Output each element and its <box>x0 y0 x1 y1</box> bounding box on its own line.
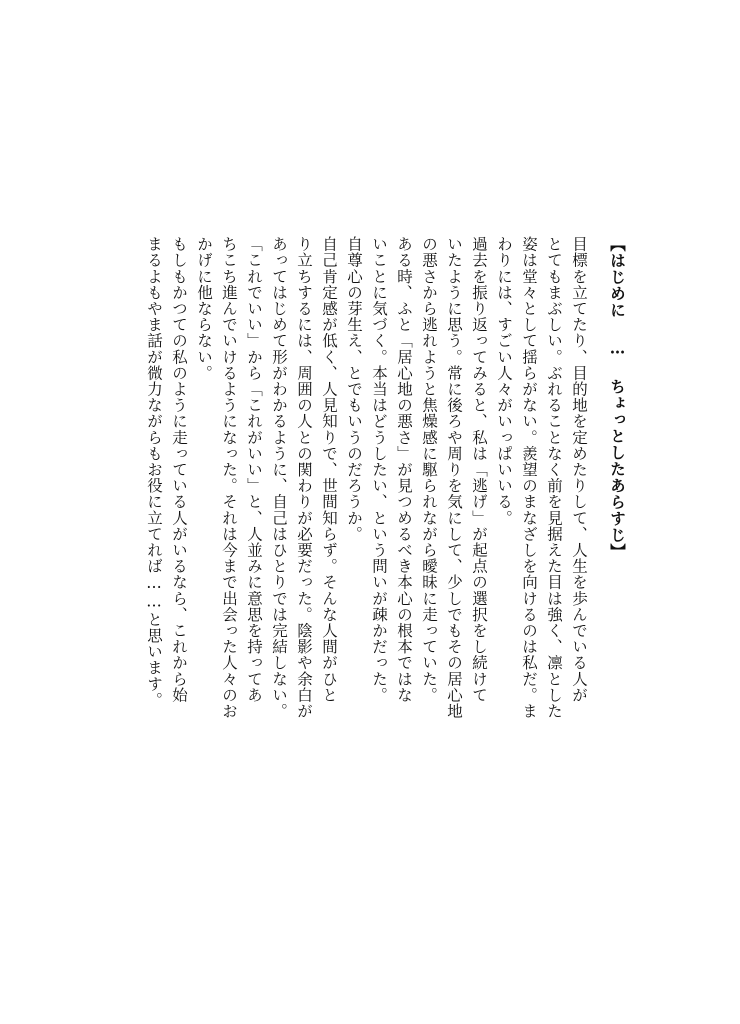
paragraph-line: 過去を振り返ってみると、私は「逃げ」が起点の選択をし続けて <box>470 236 488 703</box>
paragraph-line: の悪さから逃れようと焦燥感に駆られながら曖昧に走っていた。 <box>420 236 438 703</box>
paragraph-line: あってはじめて形がわかるように、自己はひとりでは完結しない。 <box>270 236 288 719</box>
vertical-text-block <box>141 236 630 719</box>
paragraph-line: ちこち進んでいけるようになった。それは今まで出会った人々のお <box>220 236 238 719</box>
paragraph-line: まるよもやま話が微力ながらもお役に立てれば……と思います。 <box>145 236 163 708</box>
paragraph-line: わりには、すごい人々がいっぱいいる。 <box>495 236 513 526</box>
paragraph-line: ある時、ふと「居心地の悪さ」が見つめるべき本心の根本ではな <box>395 236 413 703</box>
paragraph-line: 自尊心の芽生え、とでもいうのだろうか。 <box>345 236 363 542</box>
paragraph-line: いたように思う。常に後ろや周りを気にして、少しでもその居心地 <box>445 236 463 719</box>
paragraph-line: 自己肯定感が低く、人見知りで、世間知らず。そんな人間がひと <box>320 236 338 703</box>
paragraph-line: もしもかつての私のように走っている人がいるなら、これから始 <box>170 236 188 703</box>
paragraph-line: 「これでいい」から「これがいい」と、人並みに意思を持ってあ <box>245 236 263 703</box>
section-heading: 【はじめに … ちょっとしたあらすじ】 <box>608 236 627 560</box>
paragraph-line: 姿は堂々として揺らがない。羨望のまなざしを向けるのは私だ。ま <box>520 236 538 719</box>
paragraph-line: とてもまぶしい。ぶれることなく前を見据えた目は強く、凛とした <box>545 236 563 719</box>
paragraph-line: いことに気づく。本当はどうしたい、という問いが疎かだった。 <box>370 236 388 703</box>
paragraph-line: 目標を立てたり、目的地を定めたりして、人生を歩んでいる人が <box>570 236 588 703</box>
paragraph-line: かげに他ならない。 <box>195 236 213 381</box>
paragraph-line: り立ちするには、周囲の人との関わりが必要だった。陰影や余白が <box>295 236 313 719</box>
